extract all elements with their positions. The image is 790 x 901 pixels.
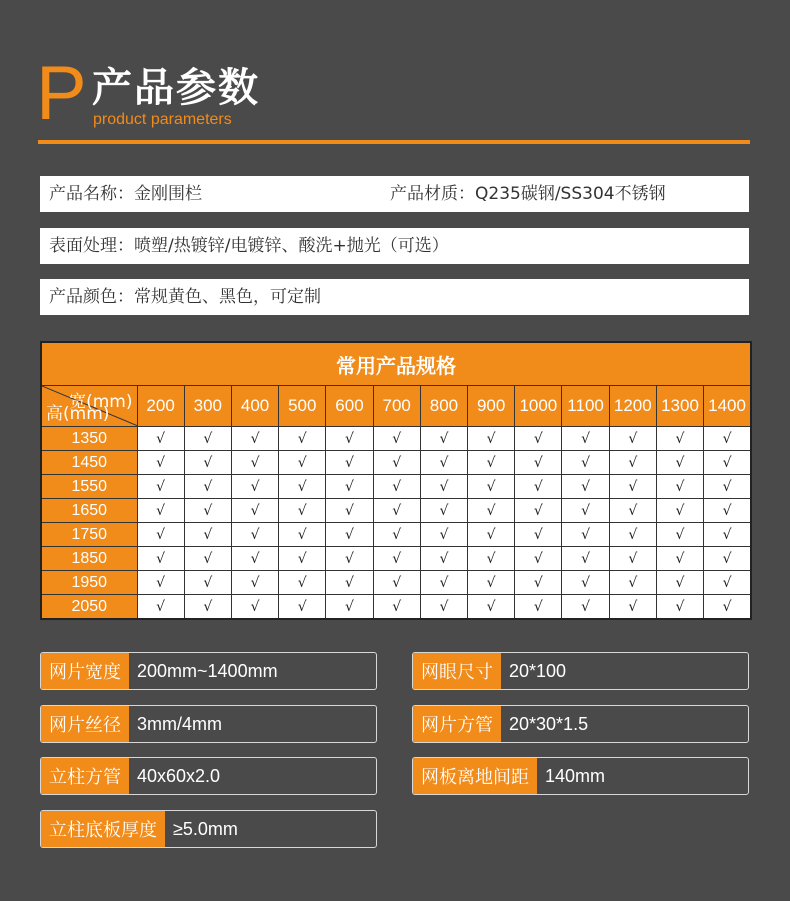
param-wire-diameter	[40, 705, 377, 743]
availability-check-cell: √	[137, 427, 184, 451]
param-value: 200mm~1400mm	[137, 660, 278, 681]
availability-check-cell: √	[704, 523, 751, 547]
availability-check-cell: √	[656, 571, 703, 595]
availability-check-cell: √	[373, 499, 420, 523]
availability-check-cell: √	[609, 475, 656, 499]
availability-check-cell: √	[279, 571, 326, 595]
param-value: ≥5.0mm	[173, 818, 238, 839]
availability-check-cell: √	[562, 499, 609, 523]
availability-check-cell: √	[562, 571, 609, 595]
param-mesh-size	[412, 652, 749, 690]
availability-check-cell: √	[515, 499, 562, 523]
table-row	[41, 595, 751, 620]
availability-check-cell: √	[231, 571, 278, 595]
spec-table-title: 常用产品规格	[41, 342, 751, 386]
availability-check-cell: √	[184, 451, 231, 475]
availability-check-cell: √	[137, 475, 184, 499]
availability-check-cell: √	[704, 451, 751, 475]
table-row	[41, 547, 751, 571]
availability-check-cell: √	[184, 475, 231, 499]
info-row-color	[40, 279, 749, 315]
table-row	[41, 475, 751, 499]
param-post-tube	[40, 757, 377, 795]
availability-check-cell: √	[231, 451, 278, 475]
availability-check-cell: √	[420, 571, 467, 595]
availability-check-cell: √	[279, 595, 326, 620]
height-row-header: 1850	[41, 547, 137, 571]
availability-check-cell: √	[184, 499, 231, 523]
availability-check-cell: √	[515, 427, 562, 451]
availability-check-cell: √	[704, 571, 751, 595]
availability-check-cell: √	[704, 595, 751, 620]
availability-check-cell: √	[326, 547, 373, 571]
availability-check-cell: √	[562, 523, 609, 547]
availability-check-cell: √	[515, 547, 562, 571]
availability-check-cell: √	[562, 451, 609, 475]
height-row-header: 2050	[41, 595, 137, 620]
width-header-cell: 200	[137, 386, 184, 427]
availability-check-cell: √	[137, 523, 184, 547]
availability-check-cell: √	[609, 571, 656, 595]
param-base-plate-thickness	[40, 810, 377, 848]
availability-check-cell: √	[137, 451, 184, 475]
availability-check-cell: √	[656, 547, 703, 571]
availability-check-cell: √	[656, 475, 703, 499]
surface-treatment-text: 表面处理：喷塑/热镀锌/电镀锌、酸洗+抛光（可选）	[49, 236, 449, 256]
availability-check-cell: √	[515, 595, 562, 620]
availability-check-cell: √	[279, 451, 326, 475]
availability-check-cell: √	[704, 427, 751, 451]
availability-check-cell: √	[231, 547, 278, 571]
availability-check-cell: √	[373, 595, 420, 620]
product-material-text: 产品材质：Q235碳钢/SS304不锈钢	[390, 184, 666, 204]
param-label: 网片宽度	[41, 653, 129, 689]
param-value: 20*30*1.5	[509, 713, 589, 734]
table-row	[41, 499, 751, 523]
availability-check-cell: √	[373, 523, 420, 547]
height-row-header: 1650	[41, 499, 137, 523]
param-mesh-width	[40, 652, 377, 690]
availability-check-cell: √	[373, 475, 420, 499]
availability-check-cell: √	[468, 523, 515, 547]
availability-check-cell: √	[609, 547, 656, 571]
availability-check-cell: √	[656, 595, 703, 620]
availability-check-cell: √	[137, 547, 184, 571]
width-header-cell: 700	[373, 386, 420, 427]
param-label: 网片方管	[413, 706, 501, 742]
page-subtitle: product parameters	[93, 111, 232, 128]
param-label: 网板离地间距	[413, 758, 537, 794]
availability-check-cell: √	[231, 523, 278, 547]
width-header-cell: 300	[184, 386, 231, 427]
width-header-cell: 900	[468, 386, 515, 427]
availability-check-cell: √	[373, 571, 420, 595]
availability-check-cell: √	[609, 427, 656, 451]
availability-check-cell: √	[373, 451, 420, 475]
table-row	[41, 451, 751, 475]
availability-check-cell: √	[420, 427, 467, 451]
width-header-cell: 1400	[704, 386, 751, 427]
availability-check-cell: √	[468, 547, 515, 571]
param-label: 立柱方管	[41, 758, 129, 794]
availability-check-cell: √	[184, 547, 231, 571]
info-row-name-material	[40, 176, 749, 212]
availability-check-cell: √	[279, 427, 326, 451]
availability-check-cell: √	[326, 451, 373, 475]
availability-check-cell: √	[279, 499, 326, 523]
availability-check-cell: √	[184, 523, 231, 547]
availability-check-cell: √	[562, 595, 609, 620]
availability-check-cell: √	[468, 451, 515, 475]
availability-check-cell: √	[326, 523, 373, 547]
param-label: 网眼尺寸	[413, 653, 501, 689]
availability-check-cell: √	[515, 475, 562, 499]
width-header-cell: 800	[420, 386, 467, 427]
availability-check-cell: √	[326, 475, 373, 499]
availability-check-cell: √	[609, 523, 656, 547]
availability-check-cell: √	[656, 499, 703, 523]
availability-check-cell: √	[656, 451, 703, 475]
param-value: 40x60x2.0	[137, 765, 221, 786]
width-header-cell: 600	[326, 386, 373, 427]
availability-check-cell: √	[562, 547, 609, 571]
availability-check-cell: √	[704, 547, 751, 571]
availability-check-cell: √	[231, 499, 278, 523]
availability-check-cell: √	[420, 523, 467, 547]
page-title: 产品参数	[92, 65, 260, 111]
availability-check-cell: √	[137, 595, 184, 620]
availability-check-cell: √	[279, 475, 326, 499]
availability-check-cell: √	[468, 571, 515, 595]
availability-check-cell: √	[231, 427, 278, 451]
availability-check-cell: √	[279, 523, 326, 547]
width-header-cell: 1000	[515, 386, 562, 427]
availability-check-cell: √	[420, 475, 467, 499]
height-axis-label: 高(mm)	[46, 404, 110, 424]
availability-check-cell: √	[609, 451, 656, 475]
availability-check-cell: √	[326, 427, 373, 451]
param-value: 3mm/4mm	[137, 713, 222, 734]
width-header-cell: 400	[231, 386, 278, 427]
availability-check-cell: √	[515, 571, 562, 595]
availability-check-cell: √	[704, 499, 751, 523]
param-value: 20*100	[509, 660, 567, 681]
table-row	[41, 523, 751, 547]
header-divider	[38, 140, 750, 144]
table-corner-cell	[41, 386, 137, 427]
availability-check-cell: √	[184, 595, 231, 620]
width-axis-label: 宽(mm)	[69, 392, 133, 412]
availability-check-cell: √	[468, 499, 515, 523]
table-row	[41, 571, 751, 595]
header-letter: P	[36, 51, 87, 136]
width-header-cell: 1100	[562, 386, 609, 427]
availability-check-cell: √	[609, 595, 656, 620]
height-row-header: 1450	[41, 451, 137, 475]
width-header-cell: 1300	[656, 386, 703, 427]
availability-check-cell: √	[515, 523, 562, 547]
availability-check-cell: √	[184, 427, 231, 451]
availability-check-cell: √	[656, 427, 703, 451]
availability-check-cell: √	[326, 571, 373, 595]
param-value: 140mm	[545, 765, 606, 786]
info-row-surface	[40, 228, 749, 264]
availability-check-cell: √	[137, 571, 184, 595]
param-label: 立柱底板厚度	[41, 811, 165, 847]
availability-check-cell: √	[704, 475, 751, 499]
param-label: 网片丝径	[41, 706, 129, 742]
availability-check-cell: √	[468, 427, 515, 451]
availability-check-cell: √	[420, 595, 467, 620]
availability-check-cell: √	[562, 427, 609, 451]
availability-check-cell: √	[326, 499, 373, 523]
availability-check-cell: √	[373, 427, 420, 451]
param-ground-clearance	[412, 757, 749, 795]
availability-check-cell: √	[184, 571, 231, 595]
width-header-cell: 1200	[609, 386, 656, 427]
availability-check-cell: √	[420, 499, 467, 523]
availability-check-cell: √	[609, 499, 656, 523]
width-header-cell: 500	[279, 386, 326, 427]
height-row-header: 1750	[41, 523, 137, 547]
availability-check-cell: √	[468, 595, 515, 620]
product-color-text: 产品颜色：常规黄色、黑色，可定制	[49, 287, 321, 307]
availability-check-cell: √	[279, 547, 326, 571]
availability-check-cell: √	[373, 547, 420, 571]
availability-check-cell: √	[420, 547, 467, 571]
availability-check-cell: √	[515, 451, 562, 475]
availability-check-cell: √	[231, 475, 278, 499]
availability-check-cell: √	[656, 523, 703, 547]
availability-check-cell: √	[231, 595, 278, 620]
availability-check-cell: √	[137, 499, 184, 523]
availability-check-cell: √	[562, 475, 609, 499]
product-name-text: 产品名称：金刚围栏	[49, 184, 202, 204]
availability-check-cell: √	[420, 451, 467, 475]
table-row	[41, 427, 751, 451]
height-row-header: 1350	[41, 427, 137, 451]
param-mesh-tube	[412, 705, 749, 743]
availability-check-cell: √	[326, 595, 373, 620]
height-row-header: 1950	[41, 571, 137, 595]
spec-table	[40, 341, 752, 620]
height-row-header: 1550	[41, 475, 137, 499]
availability-check-cell: √	[468, 475, 515, 499]
